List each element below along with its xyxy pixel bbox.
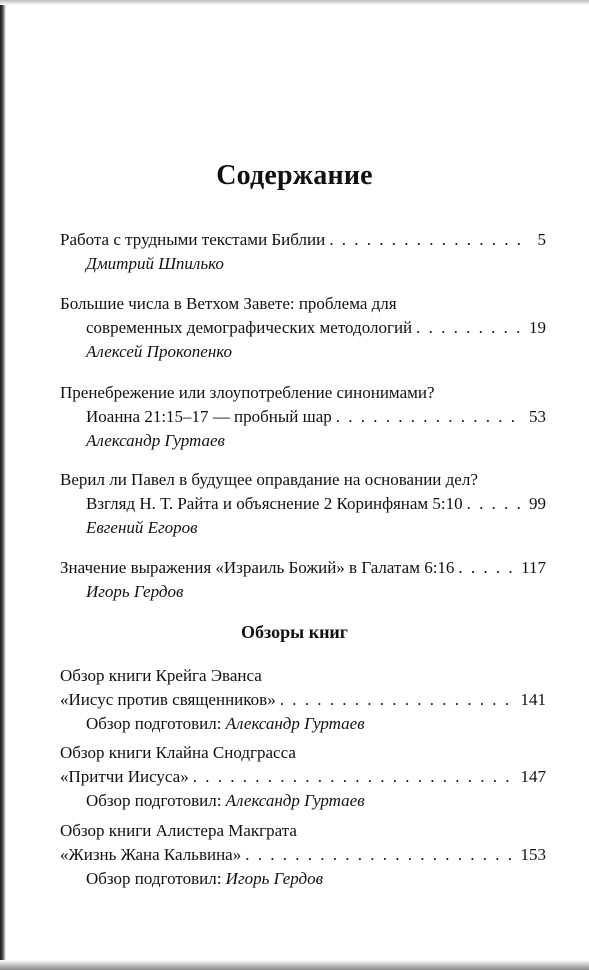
- toc-entry: [60, 556, 546, 604]
- page-number: 153: [520, 845, 546, 864]
- toc-entry-title: Пренебрежение или злоупотребление синонимами?: [60, 383, 435, 402]
- review-credit: [60, 789, 546, 813]
- dot-leader: [467, 492, 520, 516]
- review-title-line: [60, 843, 546, 867]
- toc-entry-title: Большие числа в Ветхом Завете: проблема для: [60, 294, 397, 313]
- page-number: 53: [529, 407, 546, 426]
- page-number: 5: [537, 230, 546, 249]
- review-title: Обзор книги Алистера Макграта: [60, 821, 297, 840]
- review-title: Обзор книги Клайна Снодграсса: [60, 743, 296, 762]
- review-title-line: [60, 688, 546, 712]
- review-entry: [60, 664, 546, 736]
- review-credit: [60, 867, 546, 891]
- page-number: 147: [520, 767, 546, 786]
- page-top-edge: [0, 0, 589, 5]
- review-title: Обзор книги Крейга Эванса: [60, 666, 262, 685]
- review-book-title: «Притчи Иисуса»: [60, 767, 189, 786]
- review-entry: [60, 741, 546, 813]
- toc-entry-title-line: [60, 316, 546, 340]
- toc-entry-author: Дмитрий Шпилько: [86, 254, 224, 273]
- dot-leader: [329, 228, 520, 252]
- toc-entry: [60, 228, 546, 276]
- toc-entry: [60, 381, 546, 453]
- review-credit-prefix: Обзор подготовил:: [86, 791, 226, 810]
- toc-entry-author: Алексей Прокопенко: [86, 342, 233, 361]
- review-title-line: [60, 819, 546, 843]
- toc-entry-author: Александр Гуртаев: [86, 431, 225, 450]
- review-entry: [60, 819, 546, 891]
- toc-entry-title-line: [60, 468, 546, 492]
- page-number: 141: [520, 690, 546, 709]
- page-number: 99: [529, 494, 546, 513]
- review-credit: [60, 712, 546, 736]
- toc-entry-title-continued: Иоанна 21:15–17 — пробный шар: [86, 407, 332, 426]
- review-credit-prefix: Обзор подготовил:: [86, 869, 226, 888]
- page-edge-shadow: [0, 0, 6, 970]
- review-book-title: «Жизнь Жана Кальвина»: [60, 845, 242, 864]
- page-bottom-edge: [0, 960, 589, 970]
- dot-leader: [280, 688, 517, 712]
- reviewer-name: Игорь Гердов: [225, 869, 324, 888]
- toc-entry-title: Верил ли Павел в будущее оправдание на основании дел?: [60, 470, 478, 489]
- toc-entry-title-line: [60, 492, 546, 516]
- toc-entry-author: Игорь Гердов: [86, 582, 184, 601]
- toc-entry-title-line: [60, 292, 546, 316]
- review-title-line: [60, 664, 546, 688]
- page-number: 117: [521, 558, 546, 577]
- review-credit-prefix: Обзор подготовил:: [86, 714, 226, 733]
- section-heading-reviews: Обзоры книг: [241, 622, 348, 642]
- toc-entry-title-line: [60, 381, 546, 405]
- toc-entry-title-line: [60, 228, 546, 252]
- toc-entry-title-continued: Взгляд Н. Т. Райта и объяснение 2 Коринфянам 5:10: [86, 494, 463, 513]
- dot-leader: [336, 405, 520, 429]
- toc-entry: [60, 292, 546, 364]
- toc-entry-title: Значение выражения «Израиль Божий» в Галатам 6:16: [60, 558, 455, 577]
- toc-entry: [60, 468, 546, 540]
- review-title-line: [60, 741, 546, 765]
- toc-entry-author: Евгений Егоров: [86, 518, 198, 537]
- dot-leader: [416, 316, 520, 340]
- dot-leader: [458, 556, 517, 580]
- toc-entry-title: Работа с трудными текстами Библии: [60, 230, 326, 249]
- review-book-title: «Иисус против священников»: [60, 690, 276, 709]
- reviewer-name: Александр Гуртаев: [225, 791, 365, 810]
- toc-entry-title-continued: современных демографических методологий: [86, 318, 413, 337]
- page-title: Содержание: [216, 160, 373, 191]
- toc-entry-title-line: [60, 405, 546, 429]
- toc-entry-title-line: [60, 556, 546, 580]
- dot-leader: [245, 843, 516, 867]
- review-title-line: [60, 765, 546, 789]
- reviewer-name: Александр Гуртаев: [225, 714, 365, 733]
- page-number: 19: [529, 318, 546, 337]
- dot-leader: [193, 765, 517, 789]
